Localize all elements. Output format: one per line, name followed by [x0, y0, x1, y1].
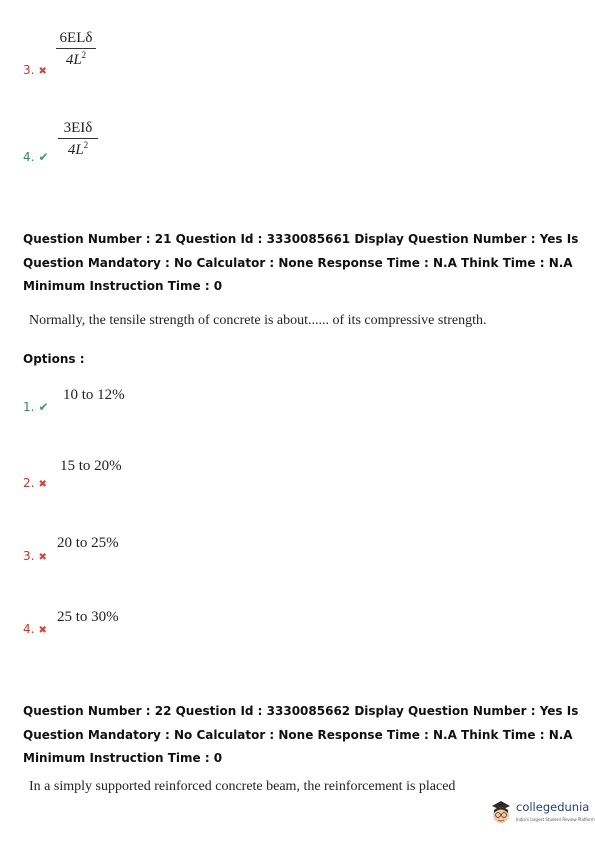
option-value-3: 20 to 25% [57, 535, 119, 551]
fraction-bar [58, 138, 98, 139]
question-22-header: Question Number : 22 Question Id : 3330085662 Display Question Number : Yes Is Question Mandatory : No Calculator : None Response Time : N.A Think Time : N.A Minimum Instruction Time : 0 [23, 704, 579, 765]
option-number-4: 4. ✖ [23, 622, 47, 636]
collegedunia-logo [489, 796, 595, 832]
fraction-numerator: 6ELδ [59, 30, 93, 46]
fraction-option-3 [56, 30, 96, 69]
option-number-2: 2. ✖ [23, 476, 47, 490]
option-value-2: 15 to 20% [60, 458, 122, 474]
cross-icon: ✖ [38, 552, 47, 563]
check-icon: ✔ [38, 150, 49, 164]
check-icon: ✔ [38, 400, 49, 414]
question-21-header: Question Number : 21 Question Id : 3330085661 Display Question Number : Yes Is Question Mandatory : No Calculator : None Response Time : N.A Think Time : N.A Minimum Instruction Time : 0 [23, 232, 579, 293]
fraction-denominator: $4L^2$ [65, 50, 87, 68]
fraction-bar [56, 48, 96, 49]
logo-name: collegedunia [516, 800, 590, 814]
option-number-4: 4. ✔ [23, 150, 49, 164]
question-22-text: In a simply supported reinforced concrete beam, the reinforcement is placed [29, 779, 456, 794]
option-value-1: 10 to 12% [63, 387, 125, 403]
logo-tagline: India's largest Student Review Platform [516, 817, 595, 822]
option-number-1: 1. ✔ [23, 400, 49, 414]
cross-icon: ✖ [38, 479, 47, 490]
cross-icon: ✖ [38, 66, 47, 77]
question-21-text: Normally, the tensile strength of concrete is about...... of its compressive strength. [29, 313, 487, 328]
option-number-3: 3. ✖ [23, 63, 47, 77]
fraction-option-4 [58, 120, 98, 159]
options-label: Options : [23, 352, 85, 366]
option-value-4: 25 to 30% [57, 609, 119, 625]
fraction-denominator: $4L^2$ [67, 140, 89, 158]
cross-icon: ✖ [38, 625, 47, 636]
fraction-numerator: 3EIδ [63, 120, 93, 136]
option-number-3: 3. ✖ [23, 549, 47, 563]
student-mascot-icon [489, 798, 513, 828]
